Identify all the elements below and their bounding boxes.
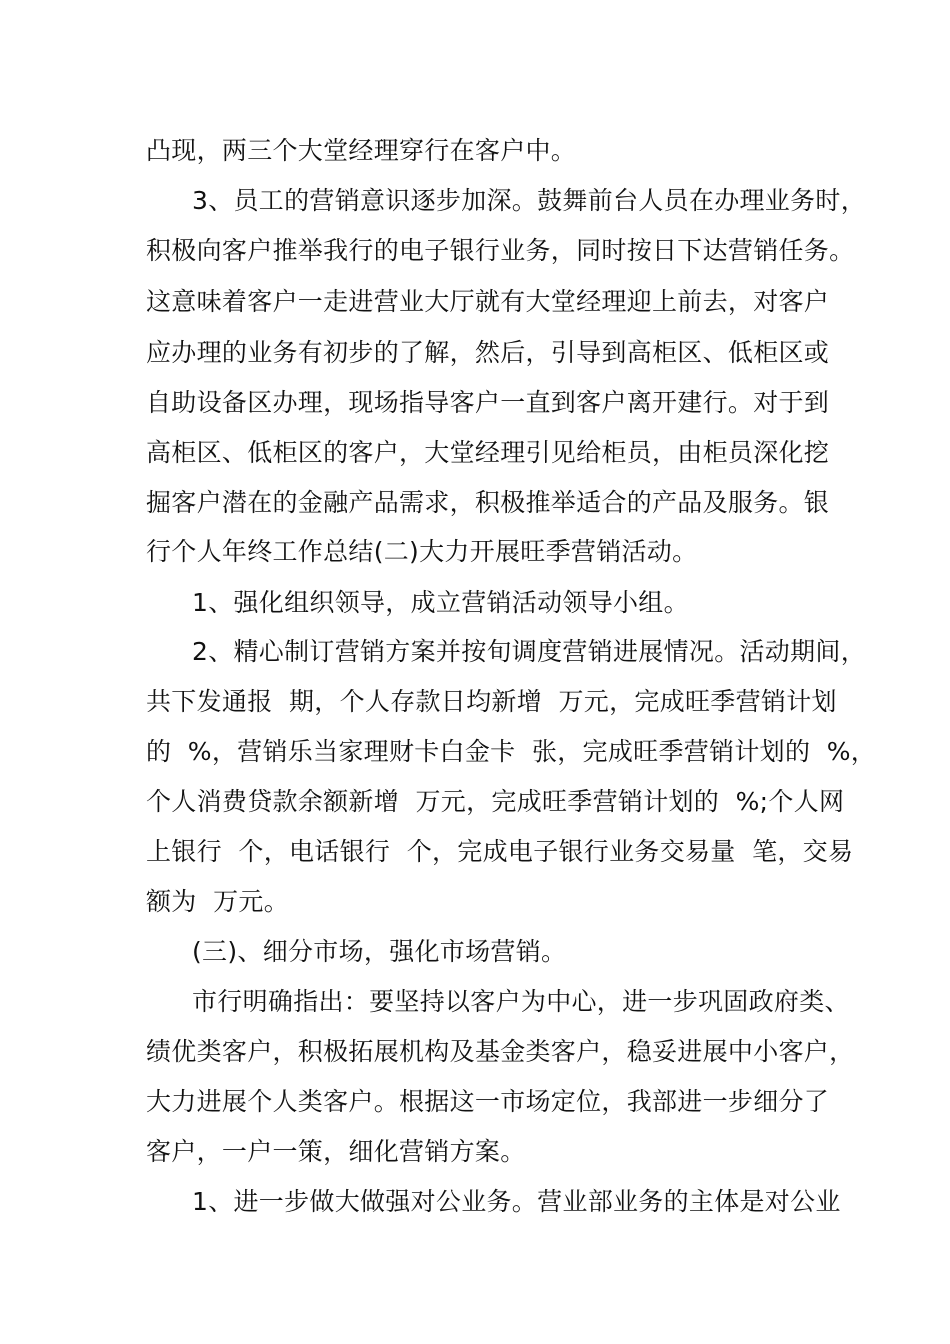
text-line: 1、强化组织领导，成立营销活动领导小组。 <box>192 588 689 617</box>
text-line: 自助设备区办理，现场指导客户一直到客户离开建行。对于到 <box>146 388 830 417</box>
text-line: 凸现，两三个大堂经理穿行在客户中。 <box>146 136 577 165</box>
text-line: 积极向客户推举我行的电子银行业务，同时按日下达营销任务。 <box>146 236 855 265</box>
text-line: 市行明确指出：要坚持以客户为中心，进一步巩固政府类、 <box>192 987 850 1016</box>
text-line: 高柜区、低柜区的客户，大堂经理引见给柜员，由柜员深化挖 <box>146 438 830 467</box>
text-line: 共下发通报 期，个人存款日均新增 万元，完成旺季营销计划 <box>146 687 837 716</box>
text-line: 个人消费贷款余额新增 万元，完成旺季营销计划的 %;个人网 <box>146 787 845 816</box>
text-line: 绩优类客户，积极拓展机构及基金类客户，稳妥进展中小客户， <box>146 1037 855 1066</box>
text-line: 掘客户潜在的金融产品需求，积极推举适合的产品及服务。银 <box>146 488 830 517</box>
text-line: 行个人年终工作总结(二)大力开展旺季营销活动。 <box>146 537 698 566</box>
text-line: 上银行 个，电话银行 个，完成电子银行业务交易量 笔，交易 <box>146 837 854 866</box>
text-line: 2、精心制订营销方案并按旬调度营销进展情况。活动期间， <box>192 637 867 666</box>
text-line: 3、员工的营销意识逐步加深。鼓舞前台人员在办理业务时， <box>192 186 867 215</box>
text-line: 大力进展个人类客户。根据这一市场定位，我部进一步细分了 <box>146 1087 830 1116</box>
text-line: 额为 万元。 <box>146 887 289 916</box>
text-line: 的 %，营销乐当家理财卡白金卡 张，完成旺季营销计划的 %， <box>146 737 877 766</box>
text-line: 这意味着客户一走进营业大厅就有大堂经理迎上前去，对客户 <box>146 287 830 316</box>
text-line: (三)、细分市场，强化市场营销。 <box>192 937 567 966</box>
text-line: 1、进一步做大做强对公业务。营业部业务的主体是对公业 <box>192 1187 841 1216</box>
text-line: 客户，一户一策，细化营销方案。 <box>146 1137 526 1166</box>
text-line: 应办理的业务有初步的了解，然后，引导到高柜区、低柜区或 <box>146 338 830 367</box>
